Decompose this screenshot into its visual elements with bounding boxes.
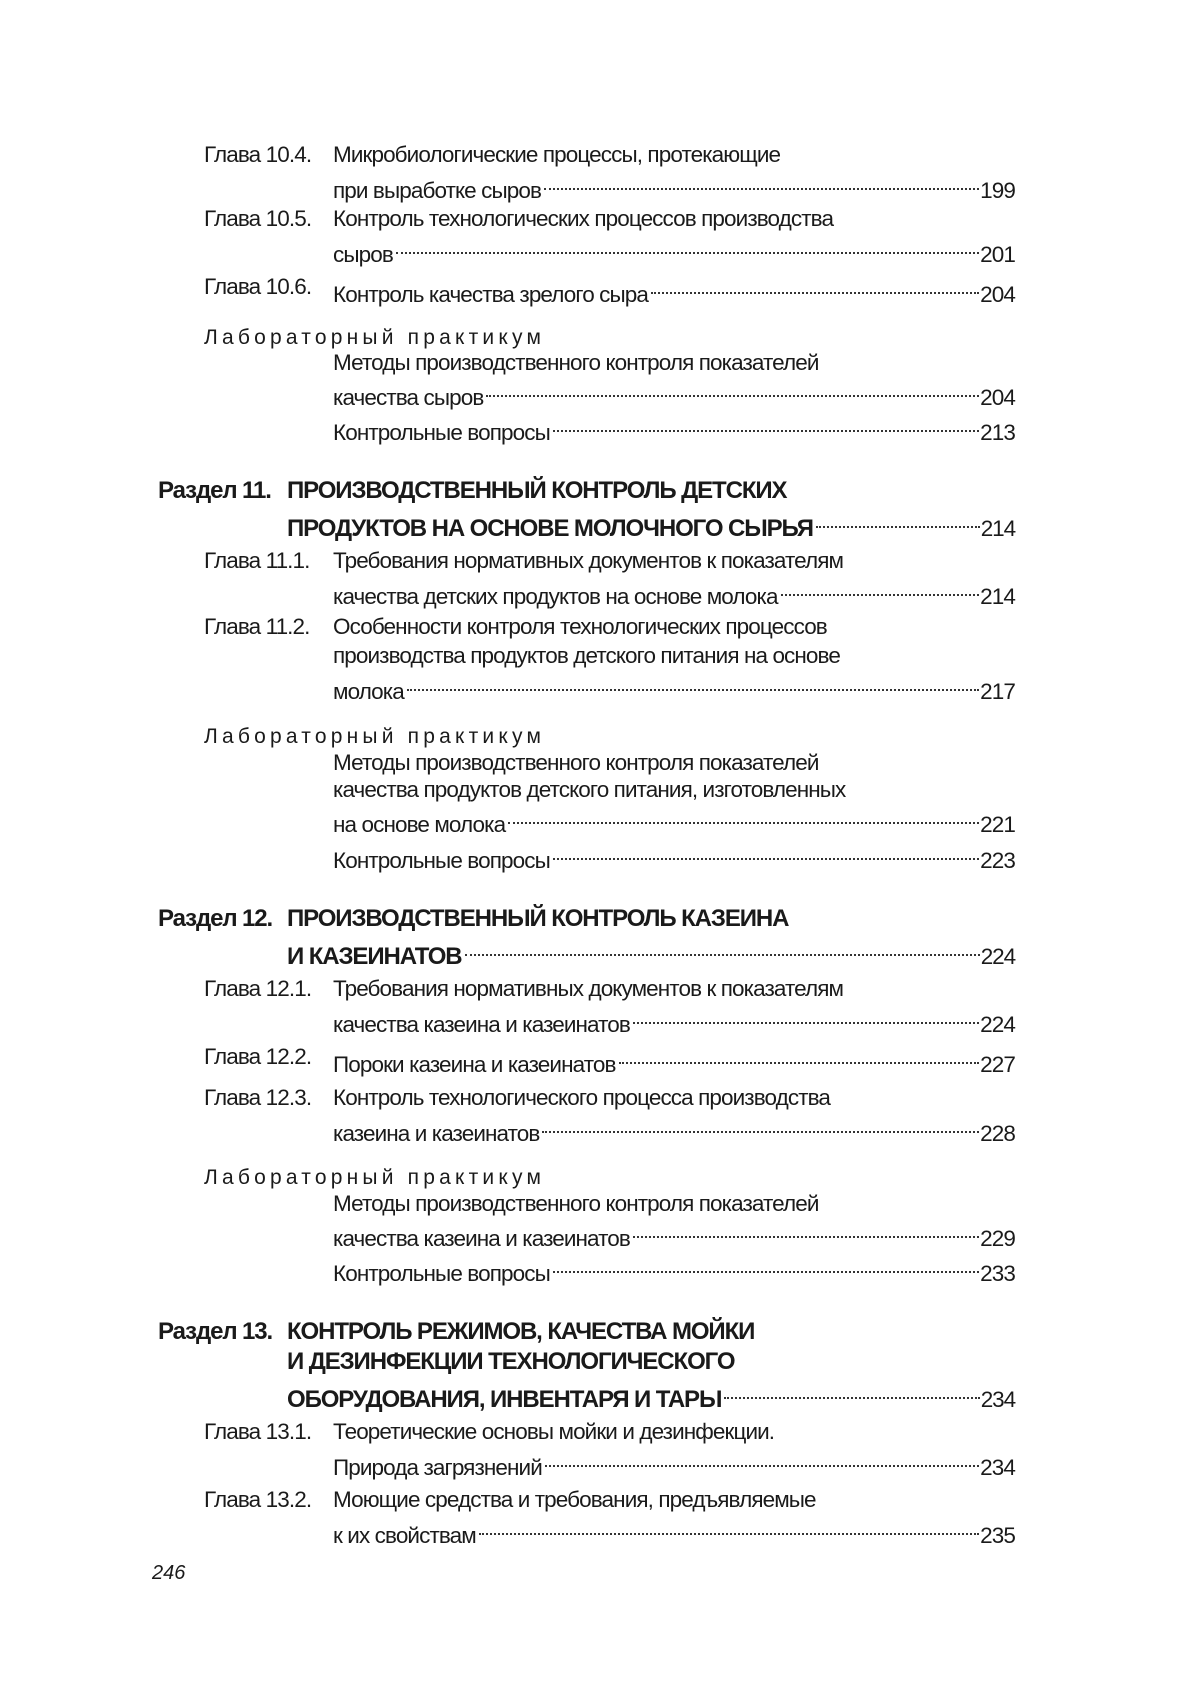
page-ref: 224 bbox=[980, 1012, 1015, 1037]
dot-leader bbox=[551, 1251, 979, 1281]
chapter-label: Глава 10.4. bbox=[204, 142, 312, 167]
entry-title: Контрольные вопросы bbox=[333, 1261, 550, 1286]
dot-leader bbox=[814, 506, 980, 536]
chapter-title-line2: производства продуктов детского питания на основе bbox=[333, 643, 840, 668]
chapter-label: Глава 13.1. bbox=[204, 1419, 312, 1444]
section-title: ПРОИЗВОДСТВЕННЫЙ КОНТРОЛЬ КАЗЕИНА bbox=[287, 905, 789, 932]
dot-leader bbox=[540, 1111, 979, 1141]
page-ref: 204 bbox=[980, 385, 1015, 410]
chapter-title-cont: качества детских продуктов на основе молока bbox=[333, 584, 778, 609]
entry-title: Методы производственного контроля показателей bbox=[333, 750, 819, 775]
entry-title-line2: качества продуктов детского питания, изготовленных bbox=[333, 777, 846, 802]
lab-practicum-heading: Лабораторный практикум bbox=[204, 1166, 546, 1189]
chapter-label: Глава 12.3. bbox=[204, 1085, 312, 1110]
entry-title: Контрольные вопросы bbox=[333, 848, 550, 873]
chapter-label: Глава 11.1. bbox=[204, 548, 310, 573]
page-ref: 201 bbox=[980, 242, 1015, 267]
page-ref: 235 bbox=[980, 1523, 1015, 1548]
page-ref: 228 bbox=[980, 1121, 1015, 1146]
section-title: КОНТРОЛЬ РЕЖИМОВ, КАЧЕСТВА МОЙКИ bbox=[287, 1318, 755, 1345]
chapter-label: Глава 10.6. bbox=[204, 274, 312, 299]
section-title-cont: И КАЗЕИНАТОВ bbox=[287, 943, 462, 970]
section-label: Раздел 12. bbox=[158, 905, 273, 932]
dot-leader bbox=[617, 1042, 980, 1072]
lab-practicum-heading: Лабораторный практикум bbox=[204, 725, 546, 748]
dot-leader bbox=[484, 375, 979, 405]
chapter-title-cont: казеина и казеинатов bbox=[333, 1121, 540, 1146]
page-ref: 217 bbox=[980, 679, 1015, 704]
dot-leader bbox=[649, 272, 979, 302]
page-ref: 223 bbox=[980, 848, 1015, 873]
page-ref: 234 bbox=[980, 1455, 1015, 1480]
entry-title: Контрольные вопросы bbox=[333, 420, 550, 445]
chapter-title: Требования нормативных документов к показателям bbox=[333, 548, 844, 573]
dot-leader bbox=[543, 1445, 979, 1475]
page-ref: 204 bbox=[980, 282, 1015, 307]
chapter-label: Глава 12.1. bbox=[204, 976, 312, 1001]
section-title-cont: ОБОРУДОВАНИЯ, ИНВЕНТАРЯ И ТАРЫ bbox=[287, 1386, 722, 1413]
section-title-line2: И ДЕЗИНФЕКЦИИ ТЕХНОЛОГИЧЕСКОГО bbox=[287, 1348, 735, 1375]
page-number: 246 bbox=[152, 1562, 186, 1584]
dot-leader bbox=[631, 1002, 979, 1032]
page-ref: 214 bbox=[980, 584, 1015, 609]
chapter-title: Микробиологические процессы, протекающие bbox=[333, 142, 781, 167]
chapter-title: Теоретические основы мойки и дезинфекции. bbox=[333, 1419, 775, 1444]
page-ref: 234 bbox=[980, 1387, 1015, 1412]
entry-title: Методы производственного контроля показателей bbox=[333, 1191, 819, 1216]
section-label: Раздел 11. bbox=[158, 477, 271, 504]
page-ref: 224 bbox=[980, 944, 1015, 969]
dot-leader bbox=[722, 1377, 979, 1407]
page-ref: 227 bbox=[980, 1052, 1015, 1077]
chapter-title: Требования нормативных документов к показателям bbox=[333, 976, 844, 1001]
dot-leader bbox=[542, 168, 979, 198]
section-title: ПРОИЗВОДСТВЕННЫЙ КОНТРОЛЬ ДЕТСКИХ bbox=[287, 477, 787, 504]
chapter-title-cont: сыров bbox=[333, 242, 393, 267]
chapter-title: Контроль технологических процессов производства bbox=[333, 206, 834, 231]
dot-leader bbox=[779, 574, 980, 604]
chapter-label: Глава 13.2. bbox=[204, 1487, 312, 1512]
entry-title-cont: на основе молока bbox=[333, 812, 506, 837]
chapter-title-cont: качества казеина и казеинатов bbox=[333, 1012, 630, 1037]
chapter-title: Контроль качества зрелого сыра bbox=[333, 282, 649, 307]
page-ref: 214 bbox=[980, 516, 1015, 541]
page-ref: 213 bbox=[980, 420, 1015, 445]
dot-leader bbox=[631, 1216, 979, 1246]
chapter-title: Особенности контроля технологических процессов bbox=[333, 614, 827, 639]
chapter-title: Контроль технологического процесса производства bbox=[333, 1085, 831, 1110]
dot-leader bbox=[394, 232, 979, 262]
entry-title-cont: качества казеина и казеинатов bbox=[333, 1226, 630, 1251]
dot-leader bbox=[551, 410, 979, 440]
page-ref: 229 bbox=[980, 1226, 1015, 1251]
chapter-label: Глава 12.2. bbox=[204, 1044, 312, 1069]
dot-leader bbox=[551, 838, 979, 868]
page-ref: 233 bbox=[980, 1261, 1015, 1286]
dot-leader bbox=[405, 669, 979, 699]
chapter-label: Глава 11.2. bbox=[204, 614, 310, 639]
chapter-title: Моющие средства и требования, предъявляемые bbox=[333, 1487, 816, 1512]
lab-practicum-heading: Лабораторный практикум bbox=[204, 326, 546, 349]
chapter-title-cont: к их свойствам bbox=[333, 1523, 476, 1548]
chapter-label: Глава 10.5. bbox=[204, 206, 312, 231]
dot-leader bbox=[477, 1513, 979, 1543]
section-label: Раздел 13. bbox=[158, 1318, 273, 1345]
entry-title: Методы производственного контроля показателей bbox=[333, 350, 819, 375]
page-ref: 221 bbox=[980, 812, 1015, 837]
chapter-title-cont: молока bbox=[333, 679, 404, 704]
entry-title-cont: качества сыров bbox=[333, 385, 484, 410]
chapter-title: Пороки казеина и казеинатов bbox=[333, 1052, 616, 1077]
section-title-cont: ПРОДУКТОВ НА ОСНОВЕ МОЛОЧНОГО СЫРЬЯ bbox=[287, 515, 813, 542]
page-ref: 199 bbox=[980, 178, 1015, 203]
chapter-title-cont: при выработке сыров bbox=[333, 178, 542, 203]
dot-leader bbox=[463, 934, 980, 964]
dot-leader bbox=[506, 802, 979, 832]
chapter-title-cont: Природа загрязнений bbox=[333, 1455, 542, 1480]
